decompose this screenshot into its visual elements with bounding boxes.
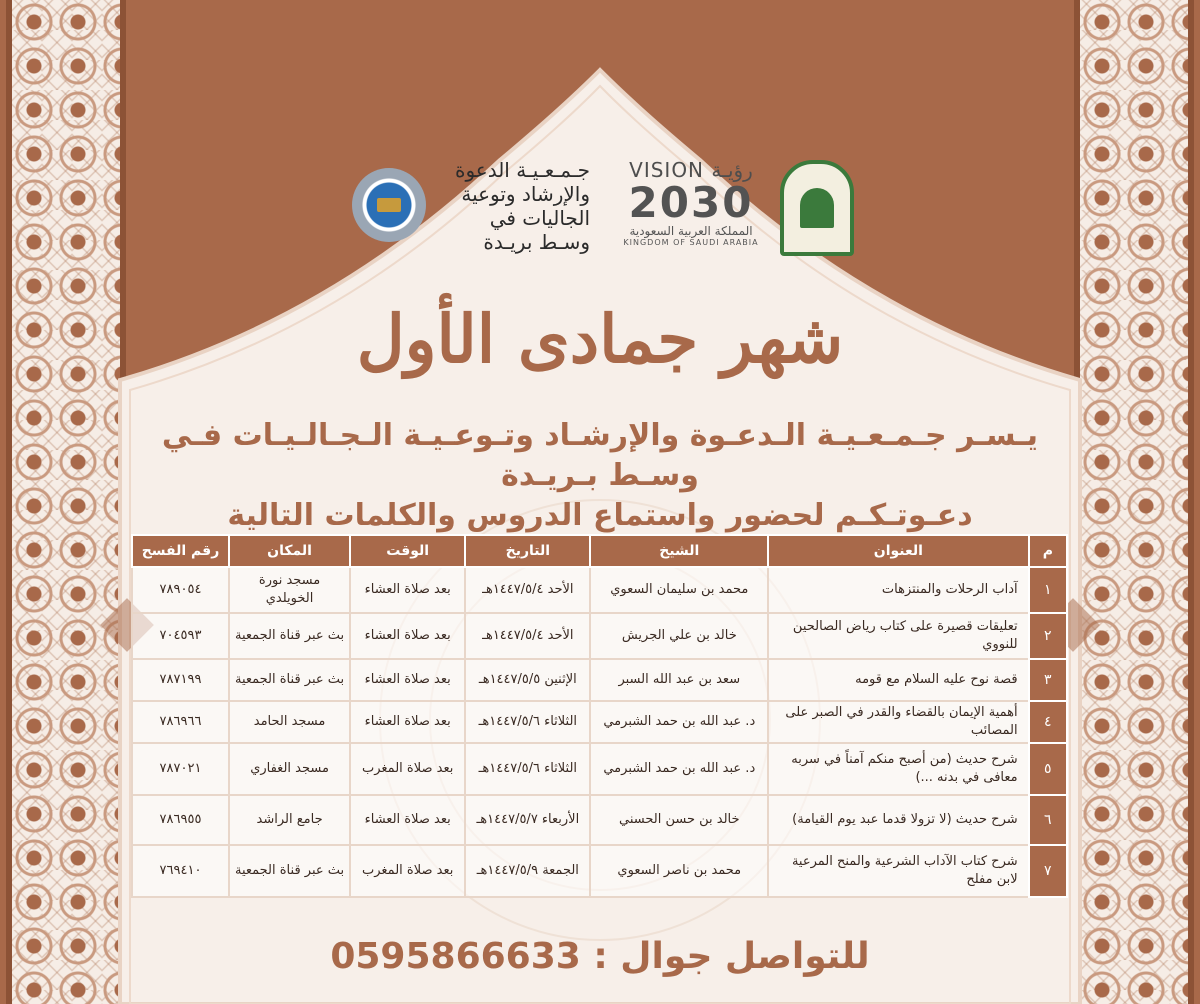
row-sheikh: د. عبد الله بن حمد الشبرمي bbox=[590, 701, 768, 743]
row-permit: ٧٨٩٠٥٤ bbox=[132, 567, 229, 613]
table-row bbox=[132, 659, 1067, 701]
row-place: مسجد الغفاري bbox=[229, 743, 350, 795]
vision-number: 2030 bbox=[628, 178, 754, 227]
row-title: أهمية الإيمان بالقضاء والقدر في الصبر على المصائب bbox=[768, 701, 1029, 743]
row-time: بعد صلاة العشاء bbox=[350, 613, 465, 659]
row-date: الثلاثاء ١٤٤٧/٥/٦هـ bbox=[465, 743, 590, 795]
table-row bbox=[132, 567, 1067, 613]
row-place: مسجد الحامد bbox=[229, 701, 350, 743]
contact-line bbox=[300, 936, 900, 977]
table-row bbox=[132, 743, 1067, 795]
row-sheikh: خالد بن علي الجريش bbox=[590, 613, 768, 659]
row-sheikh: محمد بن ناصر السعوي bbox=[590, 845, 768, 897]
header-date: التاريخ bbox=[465, 535, 590, 567]
vision-title: VISION رؤيـة bbox=[629, 158, 753, 182]
row-sheikh: محمد بن سليمان السعوي bbox=[590, 567, 768, 613]
row-permit: ٧٨٦٩٥٥ bbox=[132, 795, 229, 845]
row-num: ١ bbox=[1029, 567, 1067, 613]
row-num: ٥ bbox=[1029, 743, 1067, 795]
row-sheikh: خالد بن حسن الحسني bbox=[590, 795, 768, 845]
header-permit: رقم الفسح bbox=[132, 535, 229, 567]
row-time: بعد صلاة العشاء bbox=[350, 701, 465, 743]
table-header-row bbox=[132, 535, 1067, 567]
row-time: بعد صلاة المغرب bbox=[350, 743, 465, 795]
row-date: الأربعاء ١٤٤٧/٥/٧هـ bbox=[465, 795, 590, 845]
table-row bbox=[132, 701, 1067, 743]
row-title: شرح حديث (من أصبح منكم آمناً في سربه معافى في بدنه ...) bbox=[768, 743, 1029, 795]
header-title: العنوان bbox=[768, 535, 1029, 567]
row-title: قصة نوح عليه السلام مع قومه bbox=[768, 659, 1029, 701]
row-title: تعليقات قصيرة على كتاب رياض الصالحين للنووي bbox=[768, 613, 1029, 659]
row-permit: ٧٨٧٠٢١ bbox=[132, 743, 229, 795]
row-time: بعد صلاة المغرب bbox=[350, 845, 465, 897]
vision-2030-logo bbox=[616, 158, 766, 247]
row-place: جامع الراشد bbox=[229, 795, 350, 845]
row-sheikh: د. عبد الله بن حمد الشبرمي bbox=[590, 743, 768, 795]
intro-text bbox=[140, 416, 1060, 536]
globe-book-icon bbox=[352, 168, 426, 242]
row-sheikh: سعد بن عبد الله السبر bbox=[590, 659, 768, 701]
ministry-logo-icon bbox=[780, 160, 854, 256]
table-row bbox=[132, 613, 1067, 659]
contact-phone: 0595866633 bbox=[330, 936, 581, 977]
month-title: شهر جمادى الأول bbox=[356, 300, 844, 378]
row-time: بعد صلاة العشاء bbox=[350, 567, 465, 613]
row-date: الأحد ١٤٤٧/٥/٤هـ bbox=[465, 567, 590, 613]
table-row bbox=[132, 845, 1067, 897]
row-num: ٦ bbox=[1029, 795, 1067, 845]
row-place: مسجد نورة الخويلدي bbox=[229, 567, 350, 613]
row-place: بث عبر قناة الجمعية bbox=[229, 659, 350, 701]
row-time: بعد صلاة العشاء bbox=[350, 659, 465, 701]
row-date: الإثنين ١٤٤٧/٥/٥هـ bbox=[465, 659, 590, 701]
row-date: الثلاثاء ١٤٤٧/٥/٦هـ bbox=[465, 701, 590, 743]
header-time: الوقت bbox=[350, 535, 465, 567]
table-row bbox=[132, 795, 1067, 845]
row-num: ٧ bbox=[1029, 845, 1067, 897]
row-title: شرح حديث (لا تزولا قدما عبد يوم القيامة) bbox=[768, 795, 1029, 845]
contact-label: للتواصل جوال : bbox=[593, 936, 870, 977]
row-num: ٢ bbox=[1029, 613, 1067, 659]
header-num: م bbox=[1029, 535, 1067, 567]
intro-line-1: يـسـر جـمـعـيـة الـدعـوة والإرشـاد وتـوعـيـة الـجـالـيـات فـي وسـط بـريـدة bbox=[161, 418, 1039, 493]
lessons-table bbox=[131, 534, 1068, 898]
association-name: جـمـعـيـة الدعوة والإرشاد وتوعية الجاليات في وسـط بريـدة bbox=[454, 158, 590, 254]
header-logos bbox=[350, 150, 850, 254]
row-title: آداب الرحلات والمنتزهات bbox=[768, 567, 1029, 613]
intro-line-2: دعـوتـكـم لحضور واستماع الدروس والكلمات التالية bbox=[227, 498, 973, 533]
row-num: ٣ bbox=[1029, 659, 1067, 701]
row-time: بعد صلاة العشاء bbox=[350, 795, 465, 845]
row-title: شرح كتاب الآداب الشرعية والمنح المرعية لابن مفلح bbox=[768, 845, 1029, 897]
row-date: الأحد ١٤٤٧/٥/٤هـ bbox=[465, 613, 590, 659]
row-permit: ٧٦٩٤١٠ bbox=[132, 845, 229, 897]
vision-country-ar: المملكة العربية السعودية bbox=[629, 224, 753, 238]
row-permit: ٧٨٦٩٦٦ bbox=[132, 701, 229, 743]
row-permit: ٧٨٧١٩٩ bbox=[132, 659, 229, 701]
row-place: بث عبر قناة الجمعية bbox=[229, 845, 350, 897]
header-sheikh: الشيخ bbox=[590, 535, 768, 567]
row-place: بث عبر قناة الجمعية bbox=[229, 613, 350, 659]
row-date: الجمعة ١٤٤٧/٥/٩هـ bbox=[465, 845, 590, 897]
vision-country-en: KINGDOM OF SAUDI ARABIA bbox=[623, 238, 759, 247]
row-num: ٤ bbox=[1029, 701, 1067, 743]
header-place: المكان bbox=[229, 535, 350, 567]
row-permit: ٧٠٤٥٩٣ bbox=[132, 613, 229, 659]
